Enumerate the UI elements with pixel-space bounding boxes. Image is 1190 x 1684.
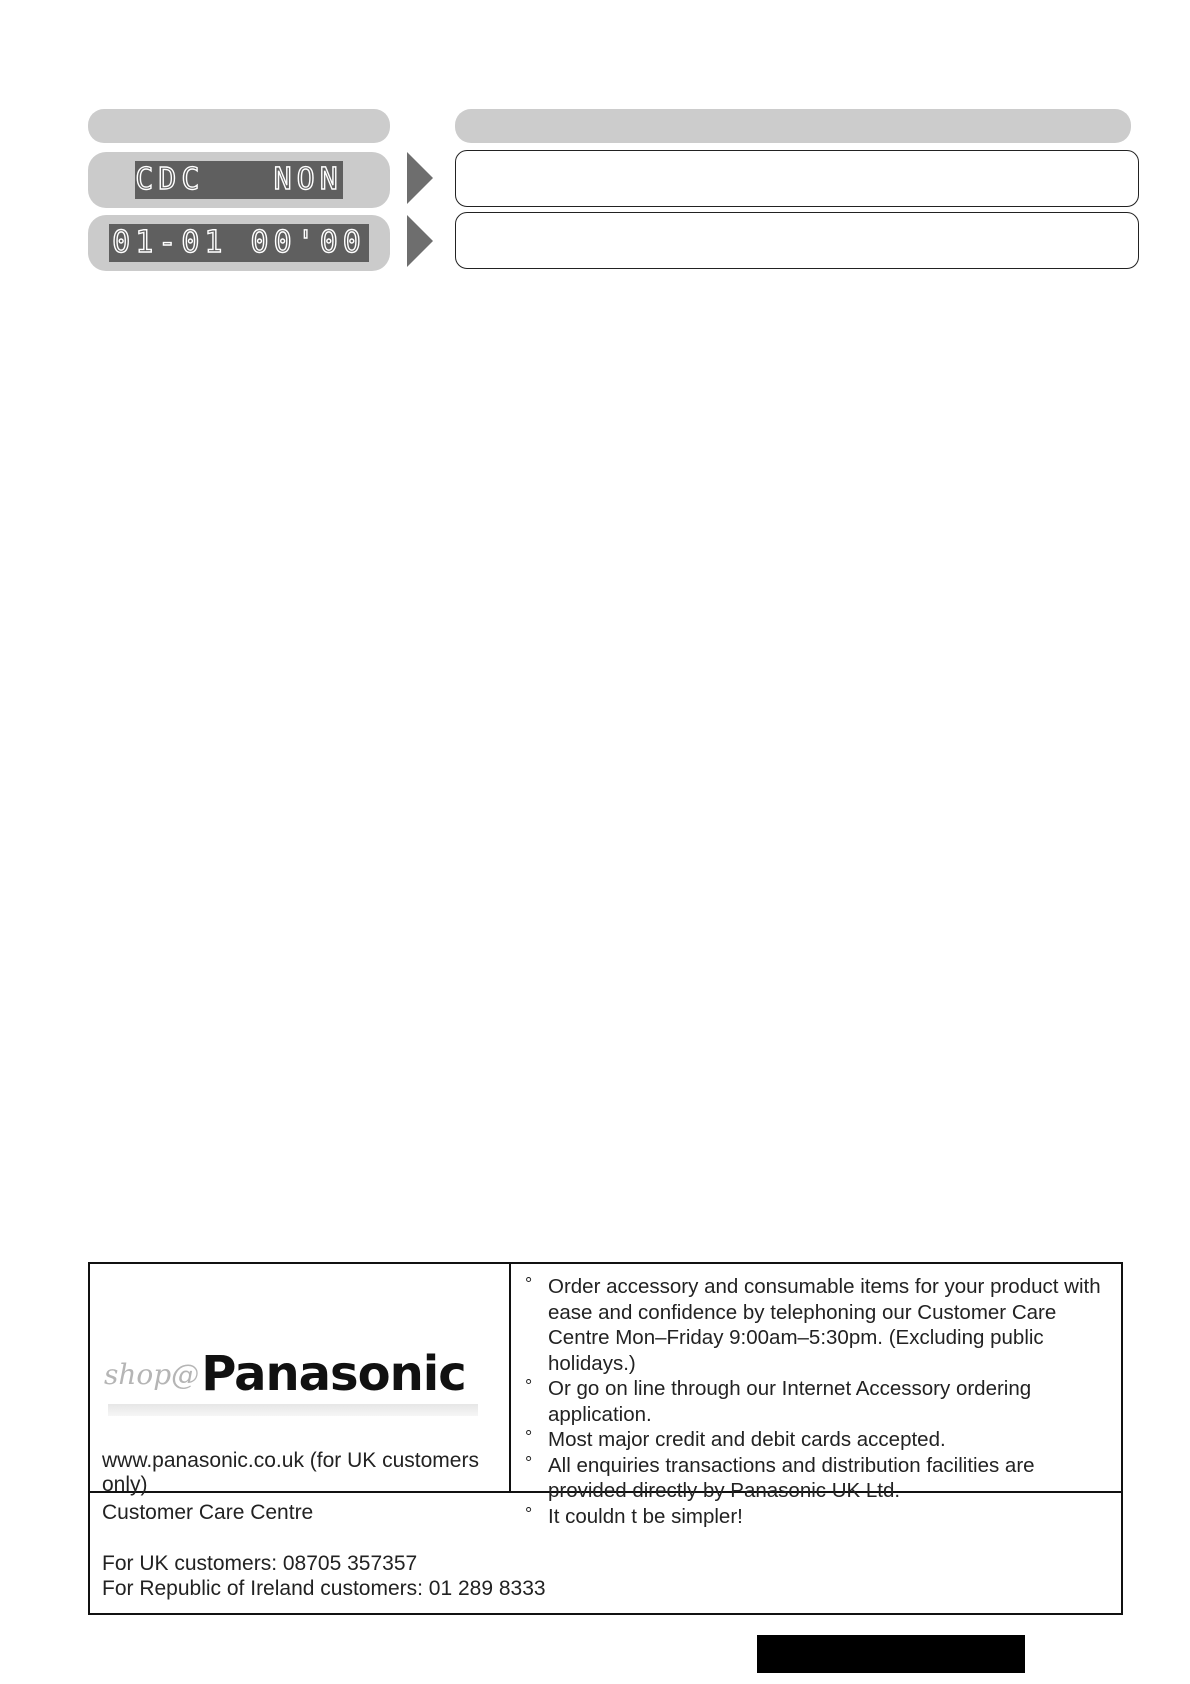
- logo-brand: Panasonic: [201, 1346, 466, 1402]
- arrow-right-icon: [407, 215, 433, 267]
- list-item: ° It couldn t be simpler!: [525, 1504, 1109, 1530]
- ireland-phone: For Republic of Ireland customers: 01 289 8333: [102, 1577, 546, 1600]
- list-item: ° Order accessory and consumable items for your product with ease and confidence by telephoning our Customer Care Centre Mon–Friday 9:00am–5:30pm. (Excluding public holidays.): [525, 1274, 1109, 1376]
- customer-care-section: [102, 1500, 546, 1602]
- lcd-screen: [135, 161, 343, 199]
- description-box-row-2: [455, 212, 1139, 269]
- lcd-screen: [109, 224, 369, 262]
- list-item: ° Or go on line through our Internet Accessory ordering application.: [525, 1376, 1109, 1427]
- shop-bullet-list: [511, 1264, 1121, 1529]
- logo-prefix: shop@: [104, 1357, 200, 1391]
- arrow-right-icon: [407, 152, 433, 204]
- lcd-text: CDC NON: [135, 162, 343, 197]
- list-item: ° All enquiries transactions and distribution facilities are provided directly by Panasonic UK Ltd.: [525, 1453, 1109, 1504]
- description-box-row-1: [455, 150, 1139, 207]
- care-title: Customer Care Centre: [102, 1501, 314, 1524]
- shop-panel-top: [90, 1264, 1121, 1528]
- lcd-text: 01-01 00'00: [112, 225, 366, 260]
- shop-panasonic-panel: [88, 1262, 1123, 1615]
- shop-panasonic-logo: [104, 1336, 484, 1412]
- list-item: ° Most major credit and debit cards accepted.: [525, 1427, 1109, 1453]
- description-column-header: [455, 109, 1131, 143]
- shop-logo-cell: [90, 1264, 511, 1496]
- page-footer-bar: [757, 1635, 1025, 1673]
- lcd-display-row-1: [88, 152, 390, 208]
- display-column-header: [88, 109, 390, 143]
- shop-info-cell: [511, 1264, 1121, 1528]
- lcd-display-row-2: [88, 215, 390, 271]
- website-link[interactable]: www.panasonic.co.uk (for UK customers only): [102, 1449, 479, 1496]
- uk-phone: For UK customers: 08705 357357: [102, 1551, 418, 1575]
